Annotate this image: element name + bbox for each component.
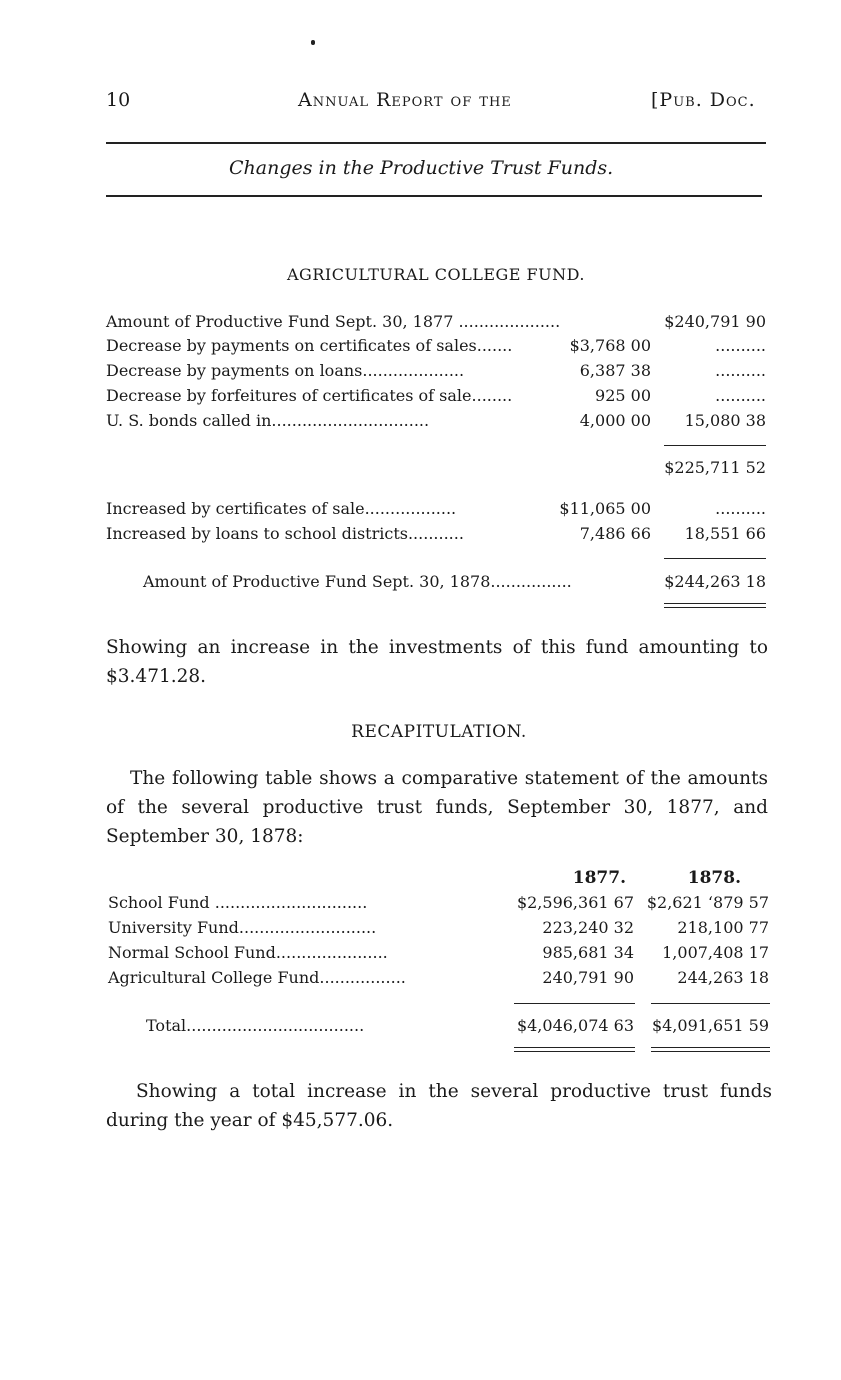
- sum-rule: [514, 1003, 635, 1004]
- double-rule: [651, 1047, 770, 1052]
- subtitle-rule: [106, 195, 762, 197]
- ledger-value: 18,551 66: [684, 524, 766, 543]
- ledger-value: ..........: [715, 499, 766, 518]
- recap-label: Normal School Fund......................: [108, 943, 388, 962]
- recap-1878: 244,263 18: [677, 968, 769, 987]
- ledger-row: [106, 386, 651, 410]
- recap-intro: The following table shows a comparative statement of the amounts of the several productive trust funds, September 30, 1877, and September 30, 1878:: [106, 768, 768, 847]
- sum-rule: [664, 558, 766, 559]
- column-header-1877: 1877.: [572, 868, 626, 888]
- ledger-amount: 4,000 00: [579, 411, 651, 430]
- sum-rule: [664, 445, 766, 446]
- subtotal-value: $225,711 52: [664, 458, 766, 477]
- recap-1878: $2,621 ‘879 57: [646, 893, 769, 912]
- recap-1877: 223,240 32: [542, 918, 634, 937]
- double-rule: [514, 1047, 635, 1052]
- recap-1877: 240,791 90: [542, 968, 634, 987]
- page-number: 10: [106, 89, 131, 111]
- total-label: Total...................................: [146, 1016, 365, 1035]
- ledger-amount: 6,387 38: [579, 361, 651, 380]
- section-subtitle: Changes in the Productive Trust Funds.: [229, 157, 614, 179]
- ledger-row: [106, 411, 651, 435]
- agricultural-heading: AGRICULTURAL COLLEGE FUND.: [287, 265, 585, 284]
- recap-heading: RECAPITULATION.: [351, 722, 527, 742]
- total-1878: $4,091,651 59: [651, 1016, 769, 1035]
- ledger-value: $240,791 90: [664, 312, 766, 331]
- ledger-label: U. S. bonds called in...............................: [106, 411, 430, 430]
- sum-rule: [651, 1003, 770, 1004]
- running-title: Annual Report of the: [298, 89, 512, 111]
- ledger-row: [106, 361, 651, 385]
- recap-label: University Fund...........................: [108, 918, 377, 937]
- ledger-value: 15,080 38: [684, 411, 766, 430]
- ledger-amount: $11,065 00: [559, 499, 651, 518]
- ledger-value: ..........: [715, 386, 766, 405]
- increase-paragraph: Showing an increase in the investments of this fund amounting to $3.471.28.: [106, 637, 768, 687]
- ledger-amount: 7,486 66: [579, 524, 651, 543]
- ledger-amount: $3,768 00: [569, 336, 651, 355]
- column-header-1878: 1878.: [687, 868, 741, 888]
- recap-1877: 985,681 34: [542, 943, 634, 962]
- recap-label: School Fund ..............................: [108, 893, 368, 912]
- header-rule: [106, 142, 766, 144]
- ledger-value: ..........: [715, 336, 766, 355]
- recap-1878: 218,100 77: [677, 918, 769, 937]
- ledger-label: Amount of Productive Fund Sept. 30, 1877 ....................: [106, 312, 561, 331]
- ledger-label: Decrease by payments on loans....................: [106, 361, 465, 380]
- final-label: Amount of Productive Fund Sept. 30, 1878................: [143, 572, 572, 591]
- ledger-value: ..........: [715, 361, 766, 380]
- ledger-label: Decrease by forfeitures of certificates of sale........: [106, 386, 513, 405]
- ledger-row: [106, 336, 651, 360]
- ledger-label: Decrease by payments on certificates of sales.......: [106, 336, 513, 355]
- ledger-label: Increased by certificates of sale..................: [106, 499, 457, 518]
- final-value: $244,263 18: [664, 572, 766, 591]
- ledger-row: [106, 499, 651, 523]
- recap-1878: 1,007,408 17: [662, 943, 769, 962]
- publication-mark: [Pub. Doc.: [651, 89, 756, 111]
- ledger-label: Increased by loans to school districts...........: [106, 524, 464, 543]
- double-rule: [664, 603, 766, 608]
- ink-speck: [311, 40, 315, 45]
- total-increase-paragraph: Showing a total increase in the several productive trust funds during the year of $45,577.06.: [106, 1081, 772, 1131]
- ledger-row: [106, 312, 651, 336]
- total-1877: $4,046,074 63: [516, 1016, 634, 1035]
- ledger-row: [106, 524, 651, 548]
- recap-1877: $2,596,361 67: [516, 893, 634, 912]
- ledger-amount: 925 00: [595, 386, 651, 405]
- recap-label: Agricultural College Fund.................: [108, 968, 406, 987]
